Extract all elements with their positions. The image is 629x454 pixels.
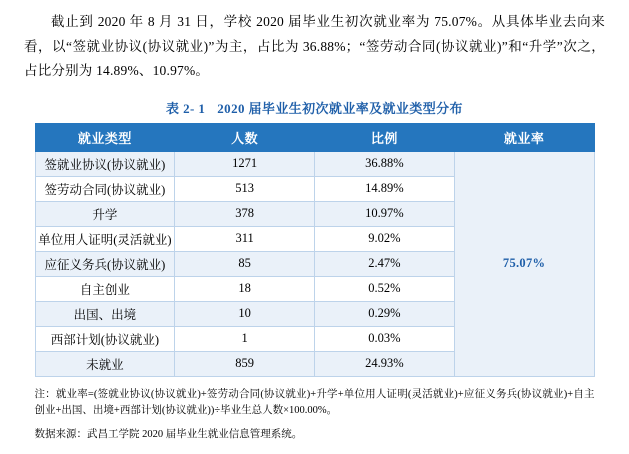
cell-ratio: 0.03% xyxy=(315,326,455,351)
cell-ratio: 9.02% xyxy=(315,226,455,251)
cell-type: 单位用人证明(灵活就业) xyxy=(35,226,175,251)
cell-employment-rate: 75.07% xyxy=(454,151,594,376)
header-count: 人数 xyxy=(175,123,315,151)
header-rate: 就业率 xyxy=(454,123,594,151)
table-head xyxy=(35,123,594,151)
cell-count: 311 xyxy=(175,226,315,251)
cell-ratio: 36.88% xyxy=(315,151,455,176)
cell-type: 签劳动合同(协议就业) xyxy=(35,176,175,201)
table-header-row xyxy=(35,123,594,151)
cell-ratio: 0.29% xyxy=(315,301,455,326)
cell-type: 自主创业 xyxy=(35,276,175,301)
cell-count: 378 xyxy=(175,201,315,226)
cell-count: 18 xyxy=(175,276,315,301)
cell-type: 应征义务兵(协议就业) xyxy=(35,251,175,276)
cell-count: 1 xyxy=(175,326,315,351)
table-notes xyxy=(35,387,595,444)
body-paragraph: 截止到 2020 年 8 月 31 日，学校 2020 届毕业生初次就业率为 75.07%。从具体毕业去向来看，以“签就业协议(协议就业)”为主，占比为 36.88%；“签劳动合同(协议就业)”和“升学”次之，占比分别为 14.89%、10.97%。 xyxy=(24,14,605,79)
table-caption-text: 2020 届毕业生初次就业率及就业类型分布 xyxy=(217,100,463,116)
table-row xyxy=(35,151,594,176)
note-formula: 注：就业率=(签就业协议(协议就业)+签劳动合同(协议就业)+升学+单位用人证明(灵活就业)+应征义务兵(协议就业)+自主创业+出国、出境+西部计划(协议就业))÷毕业生总人数×100.00%。 xyxy=(34,388,595,416)
note-source: 数据来源：武昌工学院 2020 届毕业生就业信息管理系统。 xyxy=(34,429,303,441)
cell-type: 升学 xyxy=(35,201,175,226)
cell-count: 1271 xyxy=(175,151,315,176)
cell-ratio: 0.52% xyxy=(315,276,455,301)
cell-type: 未就业 xyxy=(35,351,175,376)
cell-type: 签就业协议(协议就业) xyxy=(35,151,175,176)
cell-count: 513 xyxy=(175,176,315,201)
cell-type: 西部计划(协议就业) xyxy=(35,326,175,351)
table-caption xyxy=(24,98,605,117)
cell-ratio: 24.93% xyxy=(315,351,455,376)
cell-type: 出国、出境 xyxy=(35,301,175,326)
employment-table xyxy=(35,123,595,377)
cell-ratio: 14.89% xyxy=(315,176,455,201)
header-type: 就业类型 xyxy=(35,123,175,151)
header-ratio: 比例 xyxy=(315,123,455,151)
cell-count: 10 xyxy=(175,301,315,326)
cell-ratio: 10.97% xyxy=(315,201,455,226)
table-number: 表 2- 1 xyxy=(166,100,206,116)
cell-count: 859 xyxy=(175,351,315,376)
cell-ratio: 2.47% xyxy=(315,251,455,276)
cell-count: 85 xyxy=(175,251,315,276)
table-body xyxy=(35,151,594,376)
